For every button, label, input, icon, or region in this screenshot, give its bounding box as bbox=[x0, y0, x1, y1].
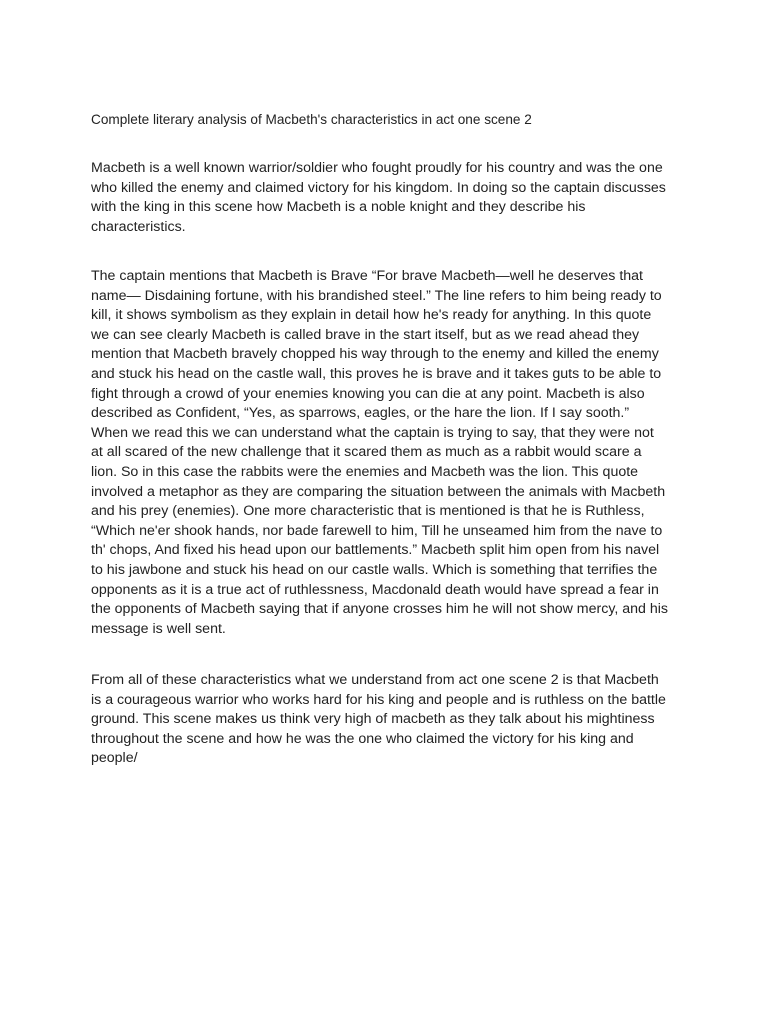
paragraph-line: throughout the scene and how he was the one who claimed the victory for his king and bbox=[91, 730, 634, 747]
paragraph-line: ground. This scene makes us think very high of macbeth as they talk about his mightiness bbox=[91, 711, 655, 728]
paragraph-introduction bbox=[91, 159, 666, 237]
paragraph-line: involved a metaphor as they are comparing the situation between the animals with Macbeth bbox=[91, 483, 666, 500]
paragraph-line: When we read this we can understand what the captain is trying to say, that they were not bbox=[91, 424, 654, 441]
paragraph-line: th' chops, And fixed his head upon our battlements.” Macbeth split him open from his navel bbox=[91, 542, 660, 559]
paragraph-line: mention that Macbeth bravely chopped his way through to the enemy and killed the enemy bbox=[91, 346, 659, 363]
paragraph-line: who killed the enemy and claimed victory for his kingdom. In doing so the captain discusses bbox=[91, 179, 666, 196]
paragraph-line: kill, it shows symbolism as they explain in detail how he's ready for anything. In this quote bbox=[91, 307, 652, 324]
paragraph-line: “Which ne'er shook hands, nor bade farewell to him, Till he unseamed him from the nave to bbox=[91, 522, 663, 539]
paragraph-line: message is well sent. bbox=[91, 620, 226, 637]
paragraph-line: opponents as it is a true act of ruthlessness, Macdonald death would have spread a fear in bbox=[91, 581, 659, 598]
document-title: Complete literary analysis of Macbeth's characteristics in act one scene 2 bbox=[91, 112, 532, 127]
paragraph-line: with the king in this scene how Macbeth is a noble knight and they describe his bbox=[91, 199, 586, 216]
paragraph-line: we can see clearly Macbeth is called brave in the start itself, but as we read ahead they bbox=[91, 326, 640, 343]
paragraph-line: at all scared of the new challenge that it scared them as much as a rabbit would scare a bbox=[91, 444, 642, 461]
paragraph-line: people/ bbox=[91, 750, 138, 767]
paragraph-line: characteristics. bbox=[91, 218, 186, 235]
paragraph-line: lion. So in this case the rabbits were the enemies and Macbeth was the lion. This quote bbox=[91, 463, 639, 480]
paragraph-line: the opponents of Macbeth saying that if anyone crosses him he will not show mercy, and his bbox=[91, 601, 669, 618]
paragraph-conclusion bbox=[91, 671, 666, 769]
paragraph-line: and stuck his head on the castle wall, this proves he is brave and it takes guts to be able to bbox=[91, 365, 662, 382]
paragraph-line: to his jawbone and stuck his head on our castle walls. Which is something that terrifies the bbox=[91, 561, 658, 578]
paragraph-line: name— Disdaining fortune, with his brandished steel.” The line refers to him being ready to bbox=[91, 287, 662, 304]
paragraph-line: From all of these characteristics what we understand from act one scene 2 is that Macbeth bbox=[91, 672, 659, 688]
paragraph-line: and his prey (enemies). One more characteristic that is mentioned is that he is Ruthless, bbox=[91, 503, 645, 520]
paragraph-line: is a courageous warrior who works hard for his king and people and is ruthless on the battle bbox=[91, 691, 666, 708]
paragraph-analysis bbox=[91, 267, 668, 639]
paragraph-line: The captain mentions that Macbeth is Brave “For brave Macbeth—well he deserves that bbox=[91, 268, 644, 284]
paragraph-line: Macbeth is a well known warrior/soldier who fought proudly for his country and was the one bbox=[91, 160, 663, 176]
paragraph-line: fight through a crowd of your enemies knowing you can die at any point. Macbeth is also bbox=[91, 385, 645, 402]
paragraph-line: described as Confident, “Yes, as sparrows, eagles, or the hare the lion. If I say sooth.” bbox=[91, 405, 630, 422]
